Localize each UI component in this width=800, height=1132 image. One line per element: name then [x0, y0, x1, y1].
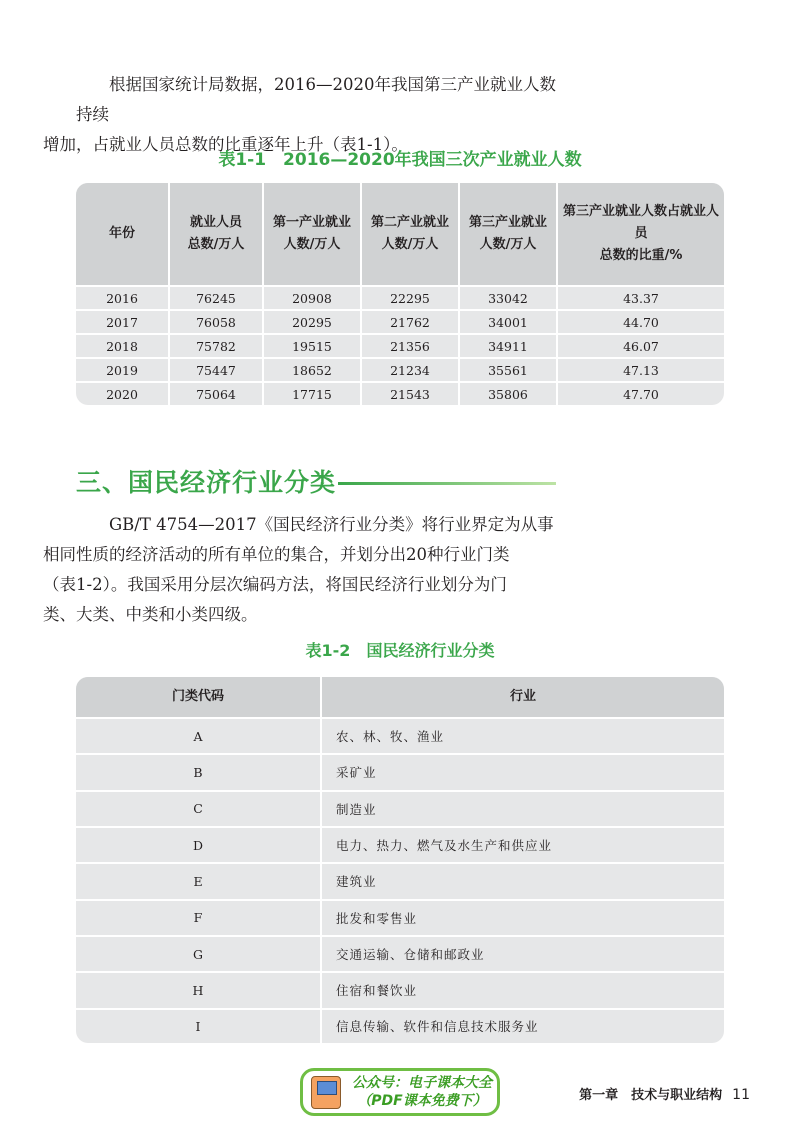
- cell-secondary: 21356: [361, 334, 459, 358]
- header-tertiary: [459, 183, 557, 286]
- header-total: [169, 183, 263, 286]
- cell-industry: 信息传输、软件和信息技术服务业: [321, 1009, 724, 1044]
- section-title: 三、国民经济行业分类: [76, 468, 337, 497]
- cell-share: 46.07: [557, 334, 724, 358]
- cell-code: F: [76, 900, 321, 936]
- table-row: [76, 382, 724, 405]
- cell-total: 75064: [169, 382, 263, 405]
- table-row: [76, 791, 724, 827]
- table-row: [76, 1009, 724, 1044]
- paragraph-line: 相同性质的经济活动的所有单位的集合，并划分出20种行业门类: [43, 545, 510, 564]
- header-text: 人数/万人: [283, 237, 341, 253]
- header-text: 总数/万人: [187, 237, 245, 253]
- cell-total: 76058: [169, 310, 263, 334]
- cell-industry: 电力、热力、燃气及水生产和供应业: [321, 827, 724, 863]
- cell-year: 2020: [76, 382, 169, 405]
- header-text: 年份: [108, 226, 135, 242]
- cell-industry: 批发和零售业: [321, 900, 724, 936]
- cell-code: E: [76, 863, 321, 899]
- cell-share: 43.37: [557, 286, 724, 310]
- table-header-row: [76, 677, 724, 718]
- cell-industry: 制造业: [321, 791, 724, 827]
- header-text: 人数/万人: [381, 237, 439, 253]
- header-tertiary-share: [557, 183, 724, 286]
- table-row: [76, 754, 724, 790]
- table-row: [76, 358, 724, 382]
- cell-share: 47.70: [557, 382, 724, 405]
- cell-industry: 建筑业: [321, 863, 724, 899]
- cell-code: D: [76, 827, 321, 863]
- table-row: [76, 310, 724, 334]
- cell-secondary: 21762: [361, 310, 459, 334]
- paragraph-line: 类、大类、中类和小类四级。: [43, 605, 258, 624]
- cell-tertiary: 34911: [459, 334, 557, 358]
- classification-paragraph: [43, 510, 556, 630]
- cell-industry: 采矿业: [321, 754, 724, 790]
- cell-year: 2018: [76, 334, 169, 358]
- cell-year: 2017: [76, 310, 169, 334]
- header-year: [76, 183, 169, 286]
- table-row: [76, 286, 724, 310]
- cell-code: H: [76, 972, 321, 1008]
- cell-year: 2019: [76, 358, 169, 382]
- employment-table: [76, 183, 724, 405]
- industry-table: [76, 677, 724, 1043]
- cell-tertiary: 35806: [459, 382, 557, 405]
- cell-code: B: [76, 754, 321, 790]
- header-text: 第三产业就业人数占就业人员: [562, 204, 719, 242]
- cell-primary: 19515: [263, 334, 361, 358]
- paragraph-line: 增加，占就业人员总数的比重逐年上升（表1-1）。: [43, 135, 408, 154]
- table-row: [76, 334, 724, 358]
- cell-industry: 交通运输、仓储和邮政业: [321, 936, 724, 972]
- cell-total: 75782: [169, 334, 263, 358]
- cell-secondary: 22295: [361, 286, 459, 310]
- cell-tertiary: 33042: [459, 286, 557, 310]
- header-text: 第三产业就业: [468, 215, 547, 231]
- header-primary: [263, 183, 361, 286]
- paragraph-line: （表1-2）。我国采用分层次编码方法，将国民经济行业划分为门: [43, 575, 507, 594]
- cell-primary: 20295: [263, 310, 361, 334]
- table-row: [76, 863, 724, 899]
- badge-line-1: 公众号：电子课本大全: [352, 1075, 492, 1091]
- table-row: [76, 718, 724, 754]
- paragraph-line: GB/T 4754—2017《国民经济行业分类》将行业界定为从事: [109, 515, 554, 534]
- table-row: [76, 900, 724, 936]
- cell-code: G: [76, 936, 321, 972]
- cell-year: 2016: [76, 286, 169, 310]
- cell-code: I: [76, 1009, 321, 1044]
- cell-share: 47.13: [557, 358, 724, 382]
- header-text: 人数/万人: [479, 237, 537, 253]
- cell-primary: 17715: [263, 382, 361, 405]
- cell-primary: 18652: [263, 358, 361, 382]
- table-row: [76, 936, 724, 972]
- cell-code: C: [76, 791, 321, 827]
- cell-primary: 20908: [263, 286, 361, 310]
- chapter-title: 第一章 技术与职业结构: [579, 1088, 723, 1103]
- header-secondary: [361, 183, 459, 286]
- cell-secondary: 21543: [361, 382, 459, 405]
- page-footer: [579, 1084, 750, 1103]
- table-row: [76, 972, 724, 1008]
- cell-tertiary: 35561: [459, 358, 557, 382]
- table2-caption: 表1-2 国民经济行业分类: [305, 641, 495, 660]
- badge-line-2: （PDF课本免费下）: [357, 1093, 487, 1109]
- table1-caption: 表1-1 2016—2020年我国三次产业就业人数: [218, 150, 582, 170]
- cell-total: 76245: [169, 286, 263, 310]
- table-header-row: [76, 183, 724, 286]
- header-text: 总数的比重/%: [599, 248, 683, 264]
- cell-code: A: [76, 718, 321, 754]
- header-code: 门类代码: [76, 677, 321, 718]
- cell-industry: 农、林、牧、渔业: [321, 718, 724, 754]
- section-heading: [76, 466, 556, 502]
- header-text: 就业人员: [189, 215, 242, 231]
- header-text: 第一产业就业: [272, 215, 351, 231]
- header-text: 第二产业就业: [370, 215, 449, 231]
- book-icon: [311, 1076, 341, 1109]
- section-divider: [338, 482, 556, 485]
- cell-share: 44.70: [557, 310, 724, 334]
- page-number: 11: [732, 1087, 750, 1103]
- header-industry: 行业: [321, 677, 724, 718]
- cell-industry: 住宿和餐饮业: [321, 972, 724, 1008]
- table-row: [76, 827, 724, 863]
- cell-secondary: 21234: [361, 358, 459, 382]
- wechat-badge: [300, 1068, 500, 1116]
- cell-tertiary: 34001: [459, 310, 557, 334]
- cell-total: 75447: [169, 358, 263, 382]
- paragraph-line: 根据国家统计局数据，2016—2020年我国第三产业就业人数持续: [76, 75, 556, 124]
